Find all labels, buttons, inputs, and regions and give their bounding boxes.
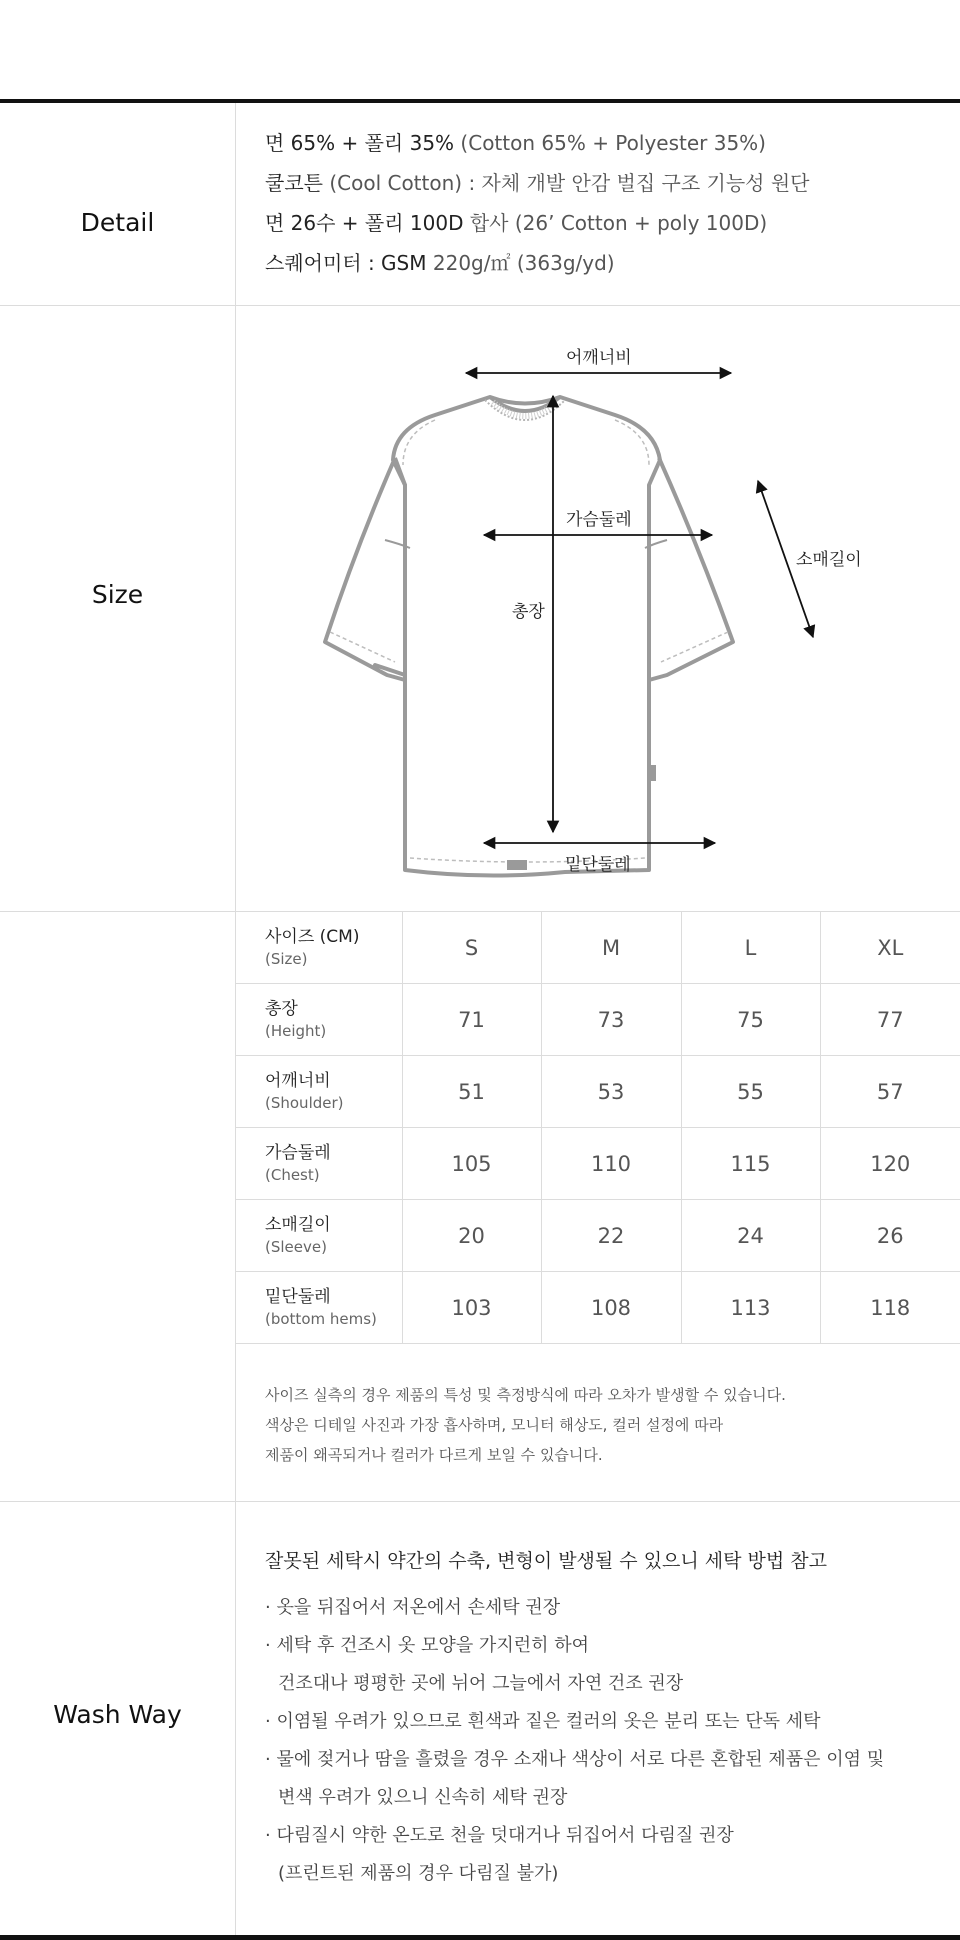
hem-label: 밑단둘레	[565, 855, 631, 875]
detail-line: 스퀘어미터 : GSM 220g/㎡ (363g/yd)	[265, 251, 615, 275]
table-cell: 75	[681, 984, 820, 1056]
table-cell: 103	[402, 1272, 541, 1344]
bottom-divider	[0, 1935, 960, 1940]
table-cell: 24	[681, 1200, 820, 1272]
table-cell: 118	[820, 1272, 960, 1344]
column-header: XL	[820, 912, 960, 984]
table-cell: 55	[681, 1056, 820, 1128]
detail-size-divider	[0, 305, 960, 306]
wash-instructions	[265, 1543, 884, 1893]
size-table	[235, 911, 960, 1344]
table-cell: 51	[402, 1056, 541, 1128]
wash-item: · 다림질시 약한 온도로 천을 덧대거나 뒤집어서 다림질 권장	[265, 1825, 734, 1846]
tshirt-measurement-diagram	[235, 330, 960, 890]
detail-line: 면 65% + 폴리 35% (Cotton 65% + Polyester 35%)	[265, 131, 766, 155]
table-cell: 20	[402, 1200, 541, 1272]
wash-heading: 잘못된 세탁시 약간의 수축, 변형이 발생될 수 있으니 세탁 방법 참고	[265, 1550, 827, 1572]
tshirt-illustration	[235, 330, 960, 890]
table-cell: 110	[541, 1128, 681, 1200]
wash-item: · 이염될 우려가 있으므로 흰색과 짙은 컬러의 옷은 분리 또는 단독 세탁	[265, 1711, 821, 1732]
table-row	[235, 1272, 960, 1344]
wash-item-continuation: 건조대나 평평한 곳에 뉘어 그늘에서 자연 건조 권장	[278, 1673, 684, 1694]
wash-item: · 세탁 후 건조시 옷 모양을 가지런히 하여	[265, 1635, 589, 1656]
column-header: M	[541, 912, 681, 984]
table-cell: 120	[820, 1128, 960, 1200]
table-cell: 71	[402, 984, 541, 1056]
length-label: 총장	[512, 602, 545, 622]
table-header-row	[235, 912, 960, 984]
top-divider	[0, 99, 960, 103]
row-header: 밑단둘레 (bottom hems)	[235, 1272, 402, 1344]
table-cell: 77	[820, 984, 960, 1056]
row-header: 소매길이 (Sleeve)	[235, 1200, 402, 1272]
chest-label: 가슴둘레	[566, 510, 632, 530]
shoulder-label: 어깨너비	[566, 348, 632, 368]
wash-item: · 옷을 뒤집어서 저온에서 손세탁 권장	[265, 1597, 561, 1618]
size-header-cell: 사이즈 (CM) (Size)	[235, 912, 402, 984]
table-cell: 115	[681, 1128, 820, 1200]
wash-way-label: Wash Way	[53, 1700, 182, 1729]
row-header: 총장 (Height)	[235, 984, 402, 1056]
row-header: 어깨너비 (Shoulder)	[235, 1056, 402, 1128]
table-cell: 53	[541, 1056, 681, 1128]
table-cell: 22	[541, 1200, 681, 1272]
table-row	[235, 1056, 960, 1128]
table-cell: 26	[820, 1200, 960, 1272]
detail-line: 쿨코튼 (Cool Cotton) : 자체 개발 안감 벌집 구조 기능성 원단	[265, 171, 810, 195]
sleeve-label: 소매길이	[796, 550, 862, 570]
table-cell: 105	[402, 1128, 541, 1200]
size-wash-divider	[0, 1501, 960, 1502]
size-notes	[265, 1380, 786, 1470]
column-header: S	[402, 912, 541, 984]
table-row	[235, 1128, 960, 1200]
table-cell: 108	[541, 1272, 681, 1344]
wash-item-continuation: (프린트된 제품의 경우 다림질 불가)	[278, 1863, 559, 1884]
wash-item-continuation: 변색 우려가 있으니 신속히 세탁 권장	[278, 1787, 568, 1808]
row-header: 가슴둘레 (Chest)	[235, 1128, 402, 1200]
note-line: 사이즈 실측의 경우 제품의 특성 및 측정방식에 따라 오차가 발생할 수 있습니다.	[265, 1386, 786, 1404]
column-header: L	[681, 912, 820, 984]
wash-item: · 물에 젖거나 땀을 흘렸을 경우 소재나 색상이 서로 다른 혼합된 제품은 이염 및	[265, 1749, 885, 1770]
detail-label: Detail	[80, 208, 155, 237]
table-cell: 113	[681, 1272, 820, 1344]
note-line: 색상은 디테일 사진과 가장 흡사하며, 모니터 해상도, 컬러 설정에 따라	[265, 1416, 724, 1434]
note-line: 제품이 왜곡되거나 컬러가 다르게 보일 수 있습니다.	[265, 1446, 603, 1464]
table-cell: 73	[541, 984, 681, 1056]
detail-line: 면 26수 + 폴리 100D 합사 (26’ Cotton + poly 100D)	[265, 211, 768, 235]
table-row	[235, 1200, 960, 1272]
table-cell: 57	[820, 1056, 960, 1128]
detail-lines	[265, 123, 809, 283]
size-label: Size	[91, 580, 144, 609]
table-row	[235, 984, 960, 1056]
